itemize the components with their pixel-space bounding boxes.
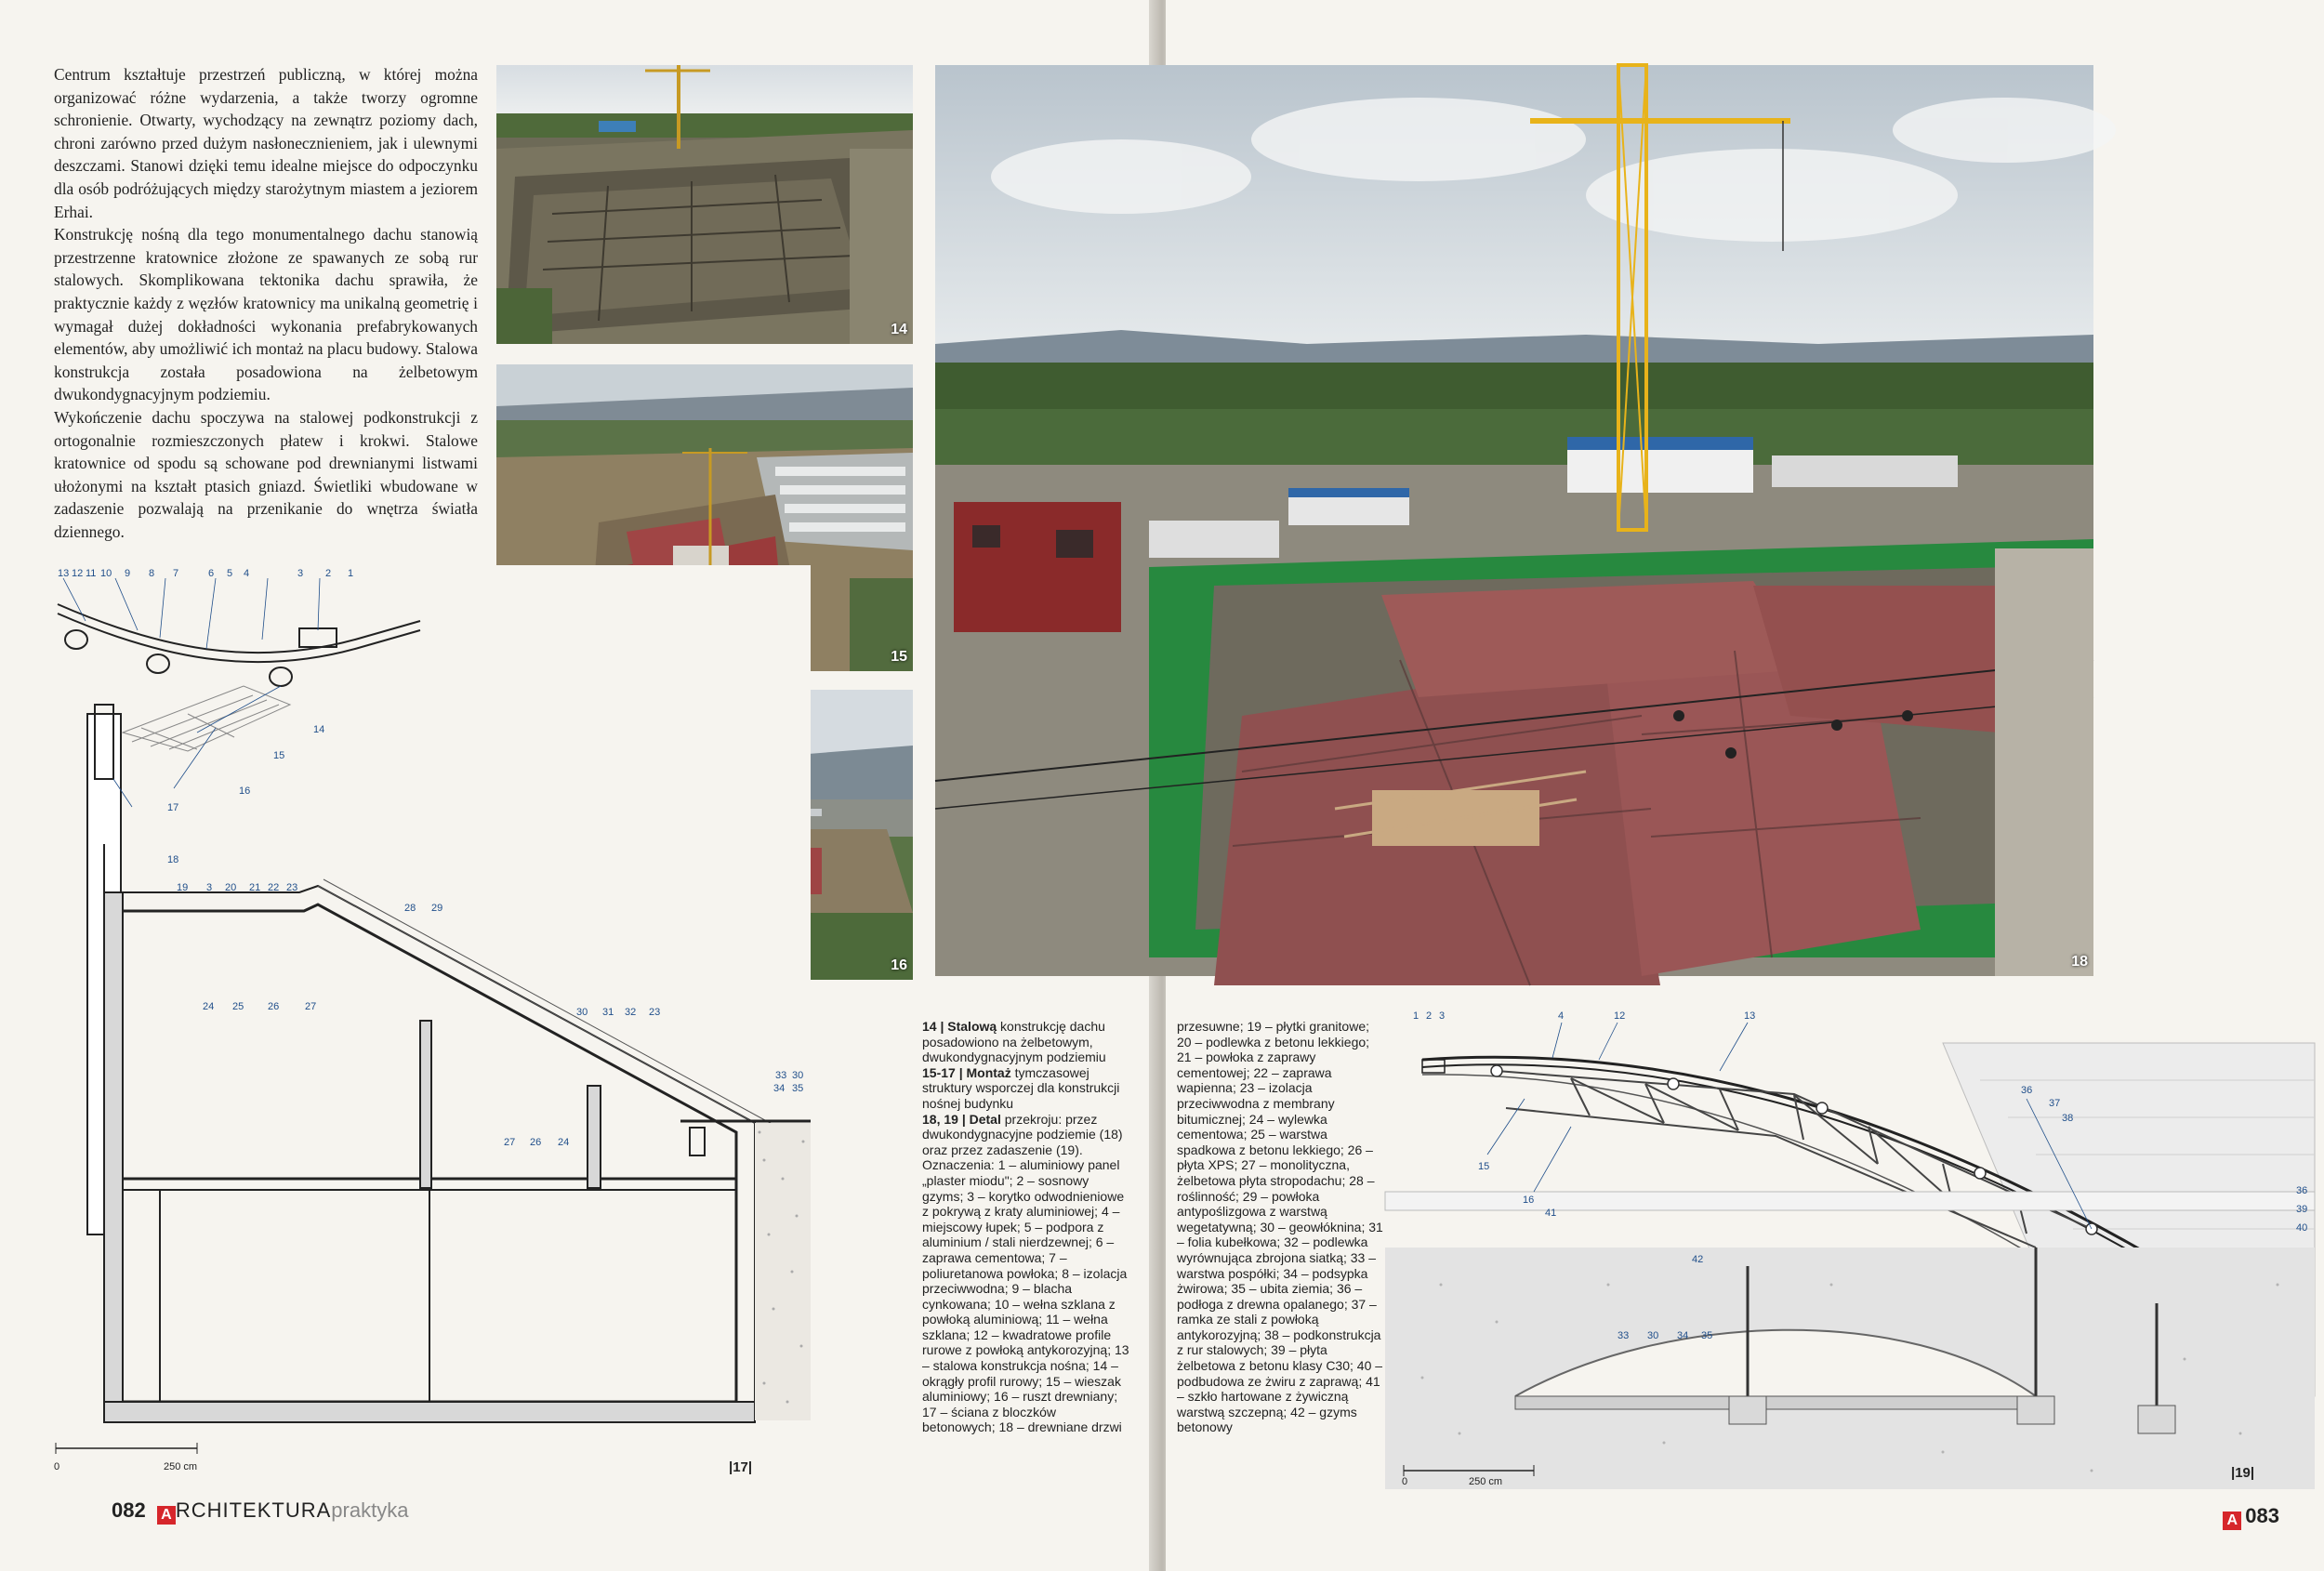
label-20: 20 bbox=[225, 882, 237, 893]
scale-left-label: 250 cm bbox=[164, 1461, 198, 1472]
scale-left-zero: 0 bbox=[54, 1461, 60, 1472]
label-11: 11 bbox=[86, 568, 97, 579]
label-19: 19 bbox=[177, 882, 189, 893]
label-30b: 30 bbox=[792, 1070, 804, 1081]
label-15: 15 bbox=[273, 750, 285, 761]
article-paragraph-1: Centrum kształtuje przestrzeń publiczną, w której można organizować różne wydarzenia, a także tworzy ogromne schronienie. Otwarty, wychodzący na zewnątrz poziomy dach, chroni zarówno przed dużym nasłonecznieniem, jak i ulewnymi deszczami. Stanowi dzięki temu idealne miejsce do odpoczynku dla osób podróżujących między starożytnym miastem a jeziorem Erhai. bbox=[54, 65, 478, 221]
article-paragraph-2: Konstrukcję nośną dla tego monumentalnego dachu stanowią przestrzenne kratownice złożone ze spawanych ze sobą rur stalowych. Skomplikowana tektonika dachu sprawiła, że praktycznie każdy z węzłów kratownicy ma unikalną geometrię i wymagał dużej dokładności wykonania prefabrykowanych elementów, aby umożliwić ich montaż na placu budowy. Stalowa konstrukcja została posadowiona na żelbetowym dwukondygnacyjnym podziemiu. bbox=[54, 225, 478, 404]
right-page bbox=[922, 0, 2324, 1571]
caption-col2-text: przesuwne; 19 – płytki granitowe; 20 – podlewka z betonu lekkiego; 21 – powłoka z zaprawy cementowej; 22 – zaprawa wapienna; 23 – izolacja przeciwwodna z membrany bitumicznej; 24 – wylewka cementowa; 25 – warstwa spadkowa z betonu lekkiego; 26 – płyta XPS; 27 – monolityczna, żelbetowa płyta stropodachu; 28 – roślinność; 29 – powłoka antypoślizgowa z warstwą wegetatywną; 30 – geowłóknina; 31 – folia kubełkowa; 32 – podlewka wyrównująca zbrojona siatką; 33 – warstwa pospółki; 34 – podsypka żwirowa; 35 – ubita ziemia; 36 – podłoga z drewna opalanego; 37 – ramka ze stali z powłoką antykorozyjną; 38 – podkonstrukcja z rur stalowych; 39 – płyta żelbetowa z betonu klasy C30; 40 – podbudowa ze żwiru z zaprawą; 41 – szkło hartowane z żywiczną warstwą szczepną; 42 – gzyms betonowy bbox=[1177, 1019, 1383, 1435]
photo-14-image bbox=[496, 65, 913, 344]
label-26: 26 bbox=[268, 1001, 280, 1012]
photo-14 bbox=[496, 65, 913, 344]
label-25: 25 bbox=[232, 1001, 244, 1012]
label-27: 27 bbox=[305, 1001, 317, 1012]
label-5: 5 bbox=[227, 568, 233, 579]
photo-16-number: 16 bbox=[891, 957, 907, 973]
caption-15-17-title: 15-17 | Montaż bbox=[922, 1064, 1011, 1080]
label-34: 34 bbox=[773, 1083, 786, 1094]
label-6: 6 bbox=[208, 568, 215, 579]
section-drawing-17 bbox=[48, 565, 811, 1459]
caption-15-17-text: tymczasowej struktury wsporczej dla konstrukcji nośnej budynku bbox=[922, 1064, 1120, 1111]
photo-15-number: 15 bbox=[891, 649, 907, 665]
label-23: 23 bbox=[286, 882, 298, 893]
label19-2: 2 bbox=[1426, 1010, 1433, 1022]
label-12: 12 bbox=[72, 568, 84, 579]
caption-14-title: 14 | Stalową bbox=[922, 1019, 997, 1034]
section-drawing-19 bbox=[1385, 1006, 2315, 1489]
label-22: 22 bbox=[268, 882, 280, 893]
label-26b: 26 bbox=[530, 1137, 542, 1148]
figure-17-number: |17| bbox=[729, 1459, 753, 1475]
brand-name: RCHITEKTURA bbox=[175, 1498, 332, 1522]
label19-13: 13 bbox=[1744, 1010, 1756, 1022]
page-number-right: 083 bbox=[2245, 1504, 2279, 1527]
label-28: 28 bbox=[404, 903, 416, 914]
label-13: 13 bbox=[58, 568, 70, 579]
label19-34: 34 bbox=[1677, 1330, 1689, 1341]
label19-3: 3 bbox=[1439, 1010, 1446, 1022]
label19-33: 33 bbox=[1618, 1330, 1630, 1341]
label-31: 31 bbox=[602, 1007, 614, 1018]
caption-18-19-title: 18, 19 | Detal bbox=[922, 1111, 1001, 1127]
section-drawing-17-svg bbox=[48, 565, 811, 1459]
label19-35: 35 bbox=[1701, 1330, 1713, 1341]
label-35: 35 bbox=[792, 1083, 804, 1094]
label-24: 24 bbox=[203, 1001, 215, 1012]
label-1: 1 bbox=[348, 568, 354, 579]
label-23b: 23 bbox=[649, 1007, 661, 1018]
caption-14-text: konstrukcję dachu posadowiono na żelbetowym, dwukondygnacyjnym podziemiu bbox=[922, 1019, 1106, 1065]
photo-18-number: 18 bbox=[2071, 954, 2088, 970]
label-7: 7 bbox=[173, 568, 179, 579]
photo-14-number: 14 bbox=[891, 322, 907, 337]
label19-4: 4 bbox=[1558, 1010, 1565, 1022]
photo-18 bbox=[935, 65, 2093, 976]
label19-41: 41 bbox=[1545, 1208, 1557, 1219]
label-30: 30 bbox=[576, 1007, 588, 1018]
label-9: 9 bbox=[125, 568, 131, 579]
label-24b: 24 bbox=[558, 1137, 570, 1148]
caption-column-1 bbox=[922, 1019, 1132, 1435]
label19-36b: 36 bbox=[2296, 1185, 2308, 1196]
label19-15: 15 bbox=[1478, 1161, 1490, 1172]
label-17: 17 bbox=[167, 802, 179, 813]
label-18: 18 bbox=[167, 854, 179, 865]
label-3b: 3 bbox=[206, 882, 213, 893]
label19-30: 30 bbox=[1647, 1330, 1659, 1341]
section-drawing-19-svg bbox=[1385, 1006, 2315, 1489]
label-21: 21 bbox=[249, 882, 261, 893]
article-paragraph-3: Wykończenie dachu spoczywa na stalowej podkonstrukcji z ortogonalnie rozmieszczonych płatew i krokwi. Stalowe kratownice od spodu są schowane pod drewnianymi listwami ułożonymi na kształt ptasich gniazd. Świetliki wbudowane w zadaszenie pozwalają na przenikanie do wnętrza światła dziennego. bbox=[54, 407, 478, 541]
footer-right bbox=[2223, 1504, 2279, 1530]
label-3: 3 bbox=[297, 568, 304, 579]
label-33: 33 bbox=[775, 1070, 787, 1081]
label-8: 8 bbox=[149, 568, 155, 579]
caption-column-2 bbox=[1177, 1019, 1387, 1435]
label19-1: 1 bbox=[1413, 1010, 1419, 1022]
label19-42: 42 bbox=[1692, 1254, 1704, 1265]
label-32: 32 bbox=[625, 1007, 637, 1018]
label19-38: 38 bbox=[2062, 1113, 2074, 1124]
label-14: 14 bbox=[313, 724, 325, 735]
brand-logo-mark: A bbox=[157, 1506, 176, 1525]
scale-right-zero: 0 bbox=[1402, 1476, 1408, 1487]
label-27b: 27 bbox=[504, 1137, 516, 1148]
label19-39: 39 bbox=[2296, 1204, 2308, 1215]
label-10: 10 bbox=[100, 568, 112, 579]
label19-40: 40 bbox=[2296, 1222, 2308, 1234]
label-16: 16 bbox=[239, 786, 251, 797]
photo-18-image bbox=[935, 65, 2093, 976]
brand-logo-mark-right: A bbox=[2223, 1512, 2241, 1530]
figure-19-number: |19| bbox=[2231, 1465, 2255, 1481]
scale-right-label: 250 cm bbox=[1469, 1476, 1503, 1487]
brand-sub: praktyka bbox=[331, 1498, 409, 1522]
label-29: 29 bbox=[431, 903, 443, 914]
page-number-left: 082 bbox=[112, 1498, 146, 1522]
label-4: 4 bbox=[244, 568, 250, 579]
label19-16: 16 bbox=[1523, 1195, 1535, 1206]
footer-left bbox=[112, 1498, 408, 1525]
label19-36: 36 bbox=[2021, 1085, 2033, 1096]
caption-18-19-text: przekroju: przez dwukondygnacyjne podziemie (18) oraz przez zadaszenie (19). Oznaczenia: 1 – aluminiowy panel „plaster miodu"; 2 – sosnowy gzyms; 3 – korytko odwodnieniowe z pokrywą z kraty aluminiowej; 4 – miejscowy łupek; 5 – podpora z aluminium / stali nierdzewnej; 6 – zaprawa cementowa; 7 – poliuretanowa powłoka; 8 – izolacja przeciwwodna; 9 – blacha cynkowana; 10 – wełna szklana z powłoką aluminiową; 11 – wełna szklana; 12 – kwadratowe profile rurowe z powłoką antykorozyjną; 13 – stalowa konstrukcja nośna; 14 – okrągły profil rurowy; 15 – wieszak aluminiowy; 16 – ruszt drewniany; 17 – ściana z bloczków betonowych; 18 – drewniane drzwi bbox=[922, 1111, 1129, 1435]
label-2: 2 bbox=[325, 568, 332, 579]
label19-12: 12 bbox=[1614, 1010, 1626, 1022]
label19-37: 37 bbox=[2049, 1098, 2061, 1109]
article-body bbox=[54, 63, 478, 543]
